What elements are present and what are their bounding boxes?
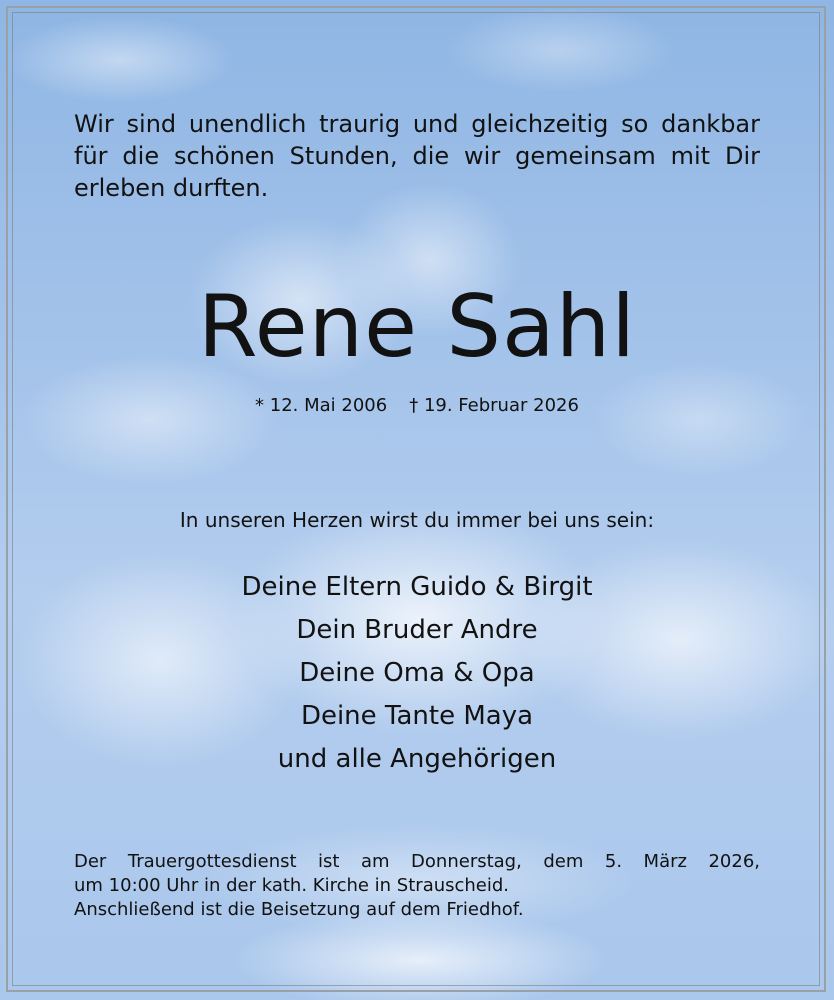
mourner-line: und alle Angehörigen bbox=[277, 744, 557, 774]
mourner-line: Deine Tante Maya bbox=[300, 701, 534, 731]
service-line: um 10:00 Uhr in der kath. Kirche in Strauscheid. bbox=[74, 875, 510, 896]
life-dates bbox=[0, 393, 834, 419]
motto-text: In unseren Herzen wirst du immer bei uns sein: bbox=[179, 508, 655, 532]
mourner-line: Deine Eltern Guido & Birgit bbox=[241, 572, 593, 602]
service-info bbox=[74, 850, 760, 922]
deceased-name: Rene Sahl bbox=[197, 277, 637, 377]
service-line: Der Trauergottesdienst ist am Donnerstag, dem 5. März 2026, bbox=[74, 851, 760, 872]
mourner-line: Deine Oma & Opa bbox=[299, 658, 535, 688]
death-date: † 19. Februar 2026 bbox=[409, 395, 579, 416]
mourners-list bbox=[0, 566, 834, 781]
mourner-line: Dein Bruder Andre bbox=[296, 615, 538, 645]
service-line: Anschließend ist die Beisetzung auf dem Friedhof. bbox=[74, 899, 524, 920]
birth-date: * 12. Mai 2006 bbox=[255, 395, 388, 416]
intro-text: Wir sind unendlich traurig und gleichzeitig so dankbar für die schönen Stunden, die wir gemeinsam mit Dir erleben durften. bbox=[74, 110, 760, 202]
